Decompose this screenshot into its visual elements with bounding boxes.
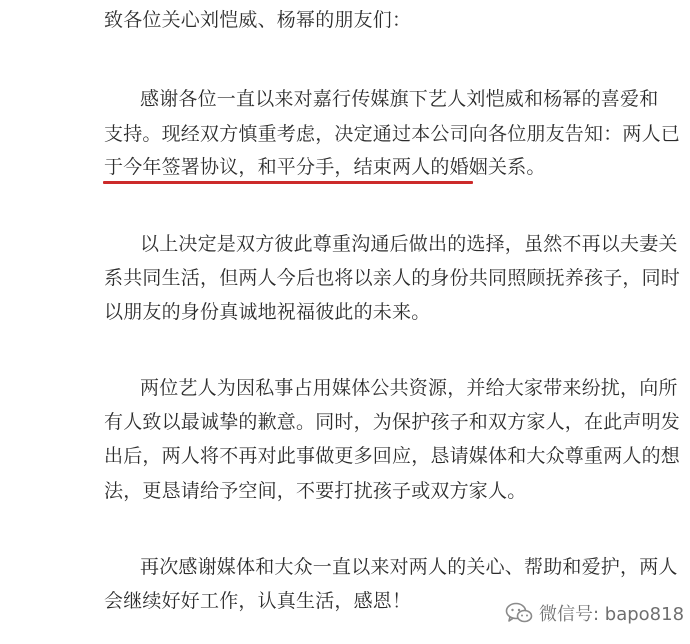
wechat-icon — [505, 602, 533, 624]
paragraph-2-line-3: 以朋友的身份真诚地祝福彼此的未来。 — [104, 301, 431, 323]
watermark-text: 微信号: bapo818 — [539, 604, 685, 625]
paragraph-1-line-3: 于今年签署协议，和平分手，结束两人的婚姻关系。 — [104, 156, 546, 178]
wechat-watermark — [505, 600, 684, 626]
paragraph-1-line-1: 感谢各位一直以来对嘉行传媒旗下艺人刘恺威和杨幂的喜爱和 — [140, 88, 659, 110]
paragraph-4-line-2: 会继续好好工作，认真生活，感恩！ — [104, 590, 412, 612]
paragraph-2-line-2: 系共同生活，但两人今后也将以亲人的身份共同照顾抚养孩子，同时 — [104, 267, 681, 289]
paragraph-3-line-3: 出后，两人将不再对此事做更多回应，恳请媒体和大众尊重两人的想 — [104, 445, 681, 467]
paragraph-3-line-1: 两位艺人为因私事占用媒体公共资源，并给大家带来纷扰，向所 — [140, 377, 678, 399]
paragraph-4-line-1: 再次感谢媒体和大众一直以来对两人的关心、帮助和爱护，两人 — [140, 556, 678, 578]
salutation: 致各位关心刘恺威、杨幂的朋友们： — [104, 9, 412, 31]
highlight-underline — [103, 181, 473, 184]
paragraph-1-line-2: 支持。现经双方慎重考虑，决定通过本公司向各位朋友告知：两人已 — [104, 123, 681, 145]
paragraph-3-line-2: 有人致以最诚挚的歉意。同时，为保护孩子和双方家人，在此声明发 — [104, 411, 681, 433]
paragraph-2-line-1: 以上决定是双方彼此尊重沟通后做出的选择，虽然不再以夫妻关 — [140, 233, 678, 255]
paragraph-3-line-4: 法，更恳请给予空间，不要打扰孩子或双方家人。 — [104, 480, 527, 502]
